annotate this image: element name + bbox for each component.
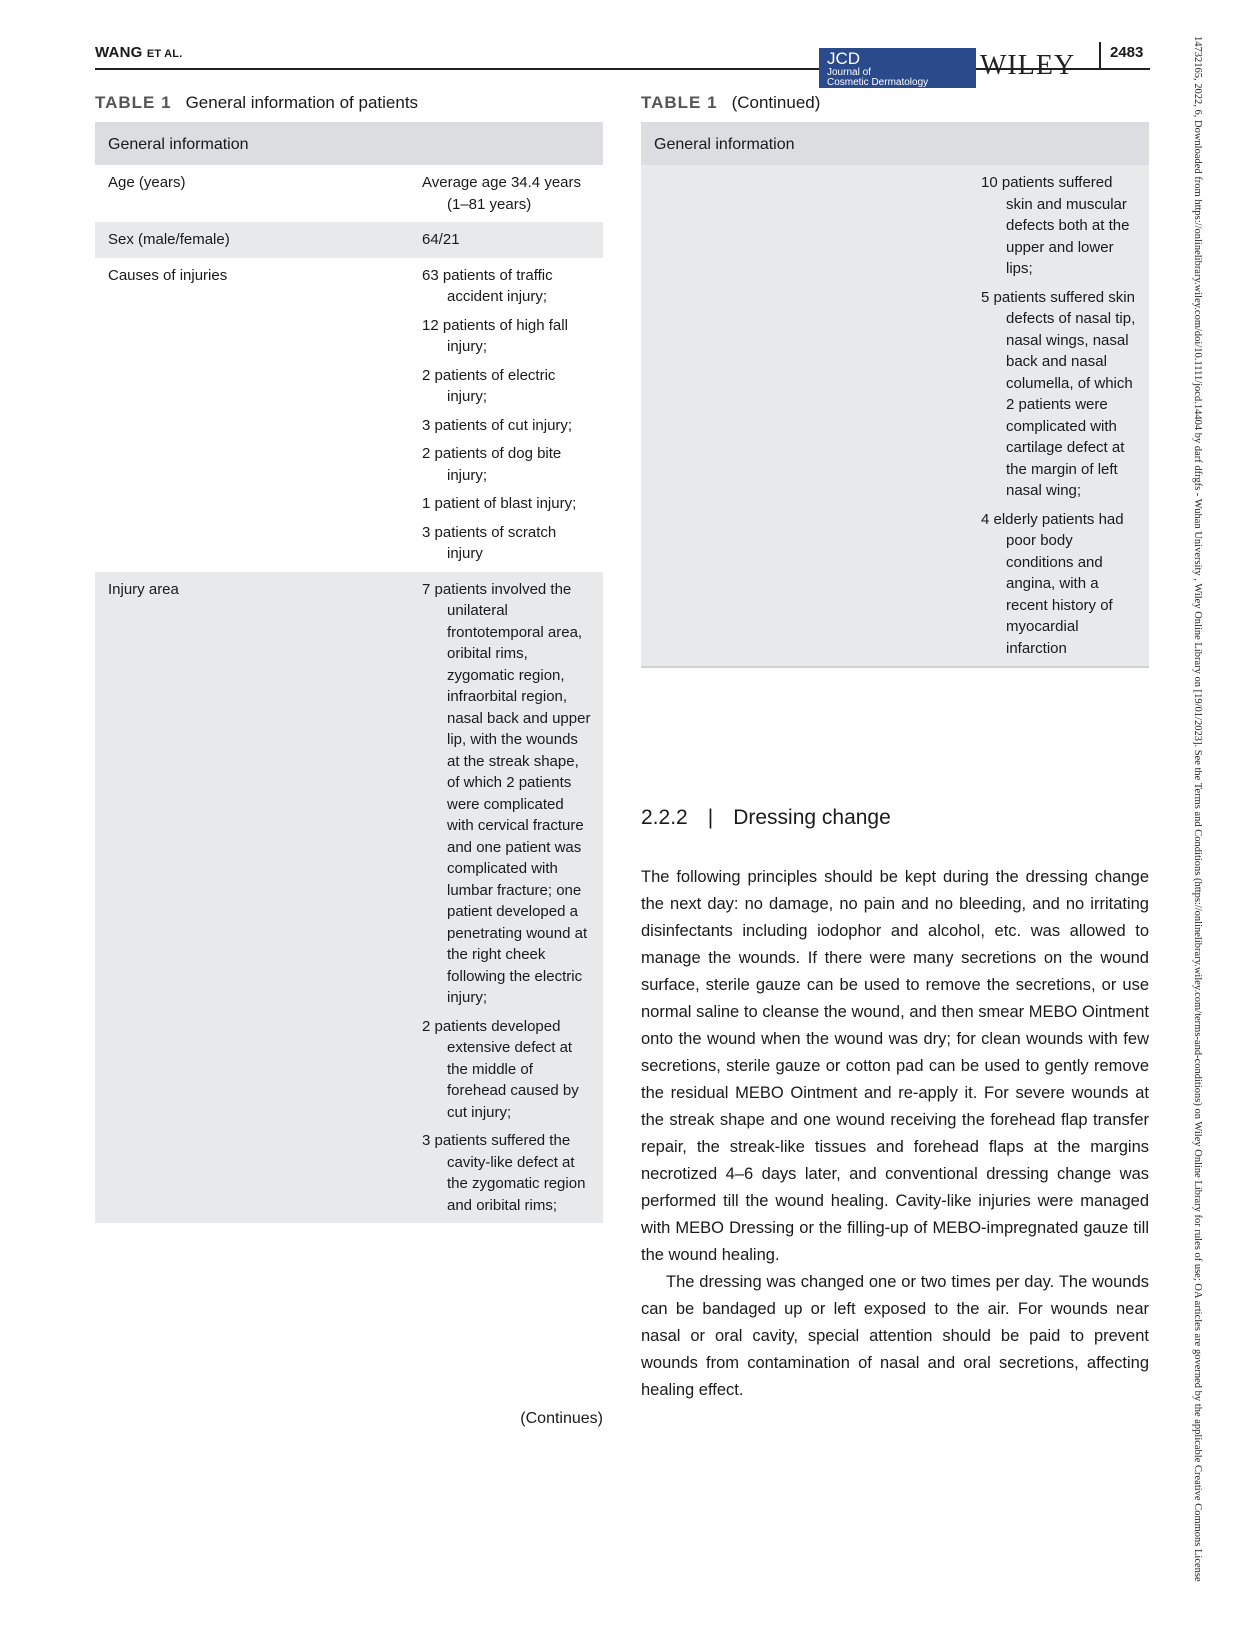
table1-caption (95, 93, 418, 113)
table-row-age (95, 165, 603, 222)
table1-cont-header: General information (641, 122, 1149, 165)
row-entry: 12 patients of high fall injury; (422, 316, 568, 355)
section-separator: | (707, 806, 714, 829)
row-entry: 7 patients involved the unilateral frontotemporal area, oribital rims, zygomatic region, infraorbital region, nasal back and upper lip, with the wounds at the streak shape, of which 2 patients were complicated with cervical fracture and one patient was complicated with lumbar fracture; one patient developed a penetrating wound at the right cheek following the electric injury; (422, 580, 591, 1006)
table-row-injury-area-cont (641, 165, 1149, 668)
row-entry: 3 patients of scratch injury (422, 523, 557, 562)
download-notice: 14732165, 2022, 6, Downloaded from https://onlinelibrary.wiley.com/doi/10.1111/jocd.14404 by darf dfrgfs - Wuhan University , Wiley Online Library on [19/01/2023]. See the Terms and Conditions (https://onlinelibrary.wiley.com/terms-and-conditions) on Wiley Online Library for rules of use; OA articles are governed by the applicable Creative Commons License (1192, 36, 1203, 1582)
table1-header: General information (95, 122, 603, 165)
section-heading (641, 806, 891, 830)
section-body (641, 864, 1149, 1404)
row-entry: 64/21 (422, 231, 460, 248)
row-entry: 2 patients of dog bite injury; (422, 445, 562, 484)
row-entry: 5 patients suffered skin defects of nasal tip, nasal wings, nasal back and nasal columella, of which 2 patients were complicated with cartilage defect at the margin of left nasal wing; (981, 288, 1136, 499)
row-label: Injury area (108, 580, 179, 598)
row-entry: 10 patients suffered skin and muscular defects both at the upper and lower lips; (981, 174, 1130, 277)
table1-cont-title: (Continued) (731, 93, 821, 112)
section-number: 2.2.2 (641, 806, 688, 829)
table-row-sex (95, 222, 603, 258)
body-paragraph: The following principles should be kept during the dressing change the next day: no damage, no pain and no bleeding, and no irritating disinfectants including iodophor and alcohol, etc. was allowed to manage the wounds. If there were many secretions on the wound surface, sterile gauze can be used to remove the secretions, or use normal saline to cleanse the wound, and then smear MEBO Ointment onto the wound when the wound was dry; for clean wounds with few secretions, sterile gauze or cotton pad can be used to gently remove the residual MEBO Ointment and re-apply it. For severe wounds at the streak shape and one wound receiving the forehead flap transfer repair, the streak-like tissues and forehead flaps at the margins necrotized 4–6 days later, and conventional dressing change was performed till the wound healing. Cavity-like injuries were managed with MEBO Dressing or the filling-up of MEBO-impregnated gauze till the wound healing. (641, 868, 1149, 1264)
table-continues-note: (Continues) (520, 1410, 603, 1427)
body-paragraph: The dressing was changed one or two times per day. The wounds can be bandaged up or left exposed to the air. For wounds near nasal or oral cavity, special attention should be paid to prevent wounds from contamination of nasal and oral secretions, affecting healing effect. (641, 1273, 1149, 1399)
publisher-logo: WILEY (980, 50, 1076, 81)
row-entry: 3 patients of cut injury; (422, 416, 573, 434)
row-value (422, 222, 603, 258)
section-title: Dressing change (733, 806, 891, 829)
row-entry: 4 elderly patients had poor body conditions and angina, with a recent history of myocardial infarction (981, 510, 1124, 657)
running-head-author (95, 44, 182, 61)
row-label: Causes of injuries (108, 266, 228, 284)
row-label: Age (years) (108, 174, 186, 191)
row-label-empty (641, 165, 981, 666)
row-entry: 63 patients of traffic accident injury; (422, 266, 553, 305)
page-number: 2483 (1110, 44, 1144, 61)
table1-cont-caption (641, 93, 820, 113)
row-entry: Average age 34.4 years (1–81 years) (422, 174, 582, 213)
row-value (422, 258, 603, 572)
author-suffix: ET AL. (146, 48, 183, 60)
row-value (422, 165, 603, 222)
row-entry: 1 patient of blast injury; (422, 495, 577, 512)
row-entry: 2 patients developed extensive defect at the middle of forehead caused by cut injury; (422, 1017, 579, 1121)
table1-cont-label: TABLE 1 (641, 93, 718, 112)
journal-logo (819, 48, 976, 88)
row-value (981, 165, 1149, 666)
journal-abbr: JCD (827, 49, 861, 68)
table1-label: TABLE 1 (95, 93, 172, 112)
table1 (95, 122, 603, 1223)
table-row-injury-area (95, 572, 603, 1224)
journal-name-line2: Cosmetic Dermatology (827, 77, 929, 88)
row-entry: 2 patients of electric injury; (422, 366, 556, 405)
row-entry: 3 patients suffered the cavity-like defect at the zygomatic region and oribital rims; (422, 1132, 586, 1214)
journal-name-line1: Journal of (827, 67, 871, 78)
table1-continued (641, 122, 1149, 668)
row-label: Sex (male/female) (108, 231, 230, 248)
row-value (422, 572, 603, 1224)
header-divider (1099, 42, 1101, 70)
author-name: WANG (95, 44, 143, 61)
table-row-causes (95, 258, 603, 572)
table1-title: General information of patients (185, 93, 419, 112)
